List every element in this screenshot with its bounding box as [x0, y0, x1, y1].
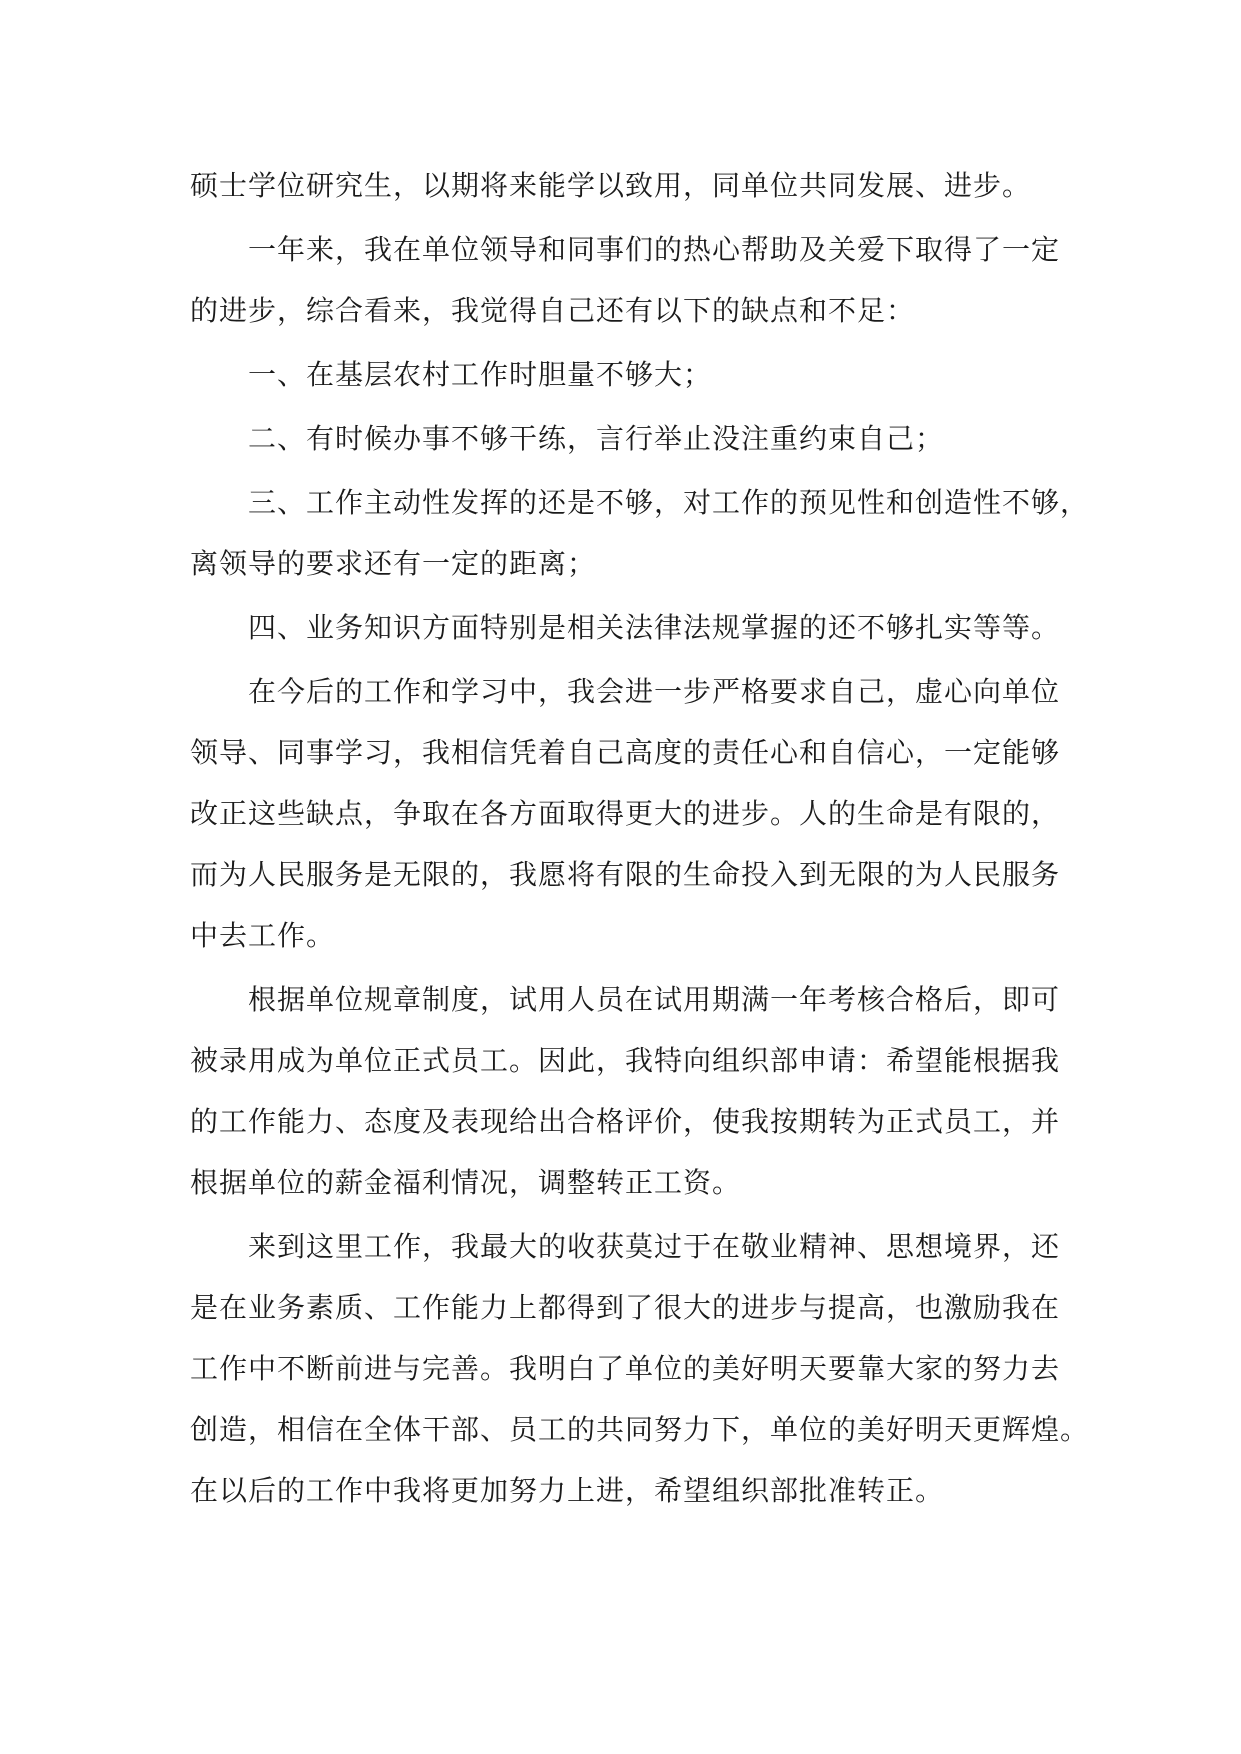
text-line: 的进步，综合看来，我觉得自己还有以下的缺点和不足： [190, 294, 916, 327]
text-line: 三、工作主动性发挥的还是不够，对工作的预见性和创造性不够， [248, 486, 1090, 519]
text-line: 在以后的工作中我将更加努力上进，希望组织部批准转正。 [190, 1474, 945, 1507]
text-line: 被录用成为单位正式员工。因此，我特向组织部申请：希望能根据我 [190, 1044, 1061, 1077]
paragraph [190, 219, 1060, 341]
text-line: 的工作能力、态度及表现给出合格评价，使我按期转为正式员工，并 [190, 1105, 1061, 1138]
text-line: 领导、同事学习，我相信凭着自己高度的责任心和自信心，一定能够 [190, 736, 1061, 769]
paragraph [190, 472, 1090, 594]
text-line: 根据单位规章制度，试用人员在试用期满一年考核合格后，即可 [248, 983, 1061, 1016]
text-line: 一、在基层农村工作时胆量不够大； [248, 358, 713, 391]
text-line: 在今后的工作和学习中，我会进一步严格要求自己，虚心向单位 [248, 675, 1061, 708]
text-line: 工作中不断前进与完善。我明白了单位的美好明天要靠大家的努力去 [190, 1352, 1061, 1385]
text-line: 改正这些缺点，争取在各方面取得更大的进步。人的生命是有限的， [190, 797, 1061, 830]
paragraph [190, 969, 1060, 1213]
text-line: 是在业务素质、工作能力上都得到了很大的进步与提高，也激励我在 [190, 1291, 1061, 1324]
text-line: 离领导的要求还有一定的距离； [190, 547, 597, 580]
text-line: 四、业务知识方面特别是相关法律法规掌握的还不够扎实等等。 [248, 611, 1061, 644]
text-line: 二、有时候办事不够干练，言行举止没注重约束自己； [248, 422, 945, 455]
paragraph [190, 344, 1060, 405]
text-line: 一年来，我在单位领导和同事们的热心帮助及关爱下取得了一定 [248, 233, 1061, 266]
text-line: 硕士学位研究生，以期将来能学以致用，同单位共同发展、进步。 [190, 169, 1032, 202]
paragraph [190, 408, 1060, 469]
text-line: 而为人民服务是无限的，我愿将有限的生命投入到无限的为人民服务 [190, 858, 1061, 891]
paragraph [190, 1216, 1090, 1521]
paragraph [190, 597, 1060, 658]
paragraph [190, 155, 1060, 216]
text-line: 中去工作。 [190, 919, 336, 952]
text-line: 来到这里工作，我最大的收获莫过于在敬业精神、思想境界，还 [248, 1230, 1061, 1263]
text-line: 创造，相信在全体干部、员工的共同努力下，单位的美好明天更辉煌。 [190, 1413, 1090, 1446]
paragraph [190, 661, 1060, 966]
document-body [190, 155, 1090, 1524]
text-line: 根据单位的薪金福利情况，调整转正工资。 [190, 1166, 742, 1199]
